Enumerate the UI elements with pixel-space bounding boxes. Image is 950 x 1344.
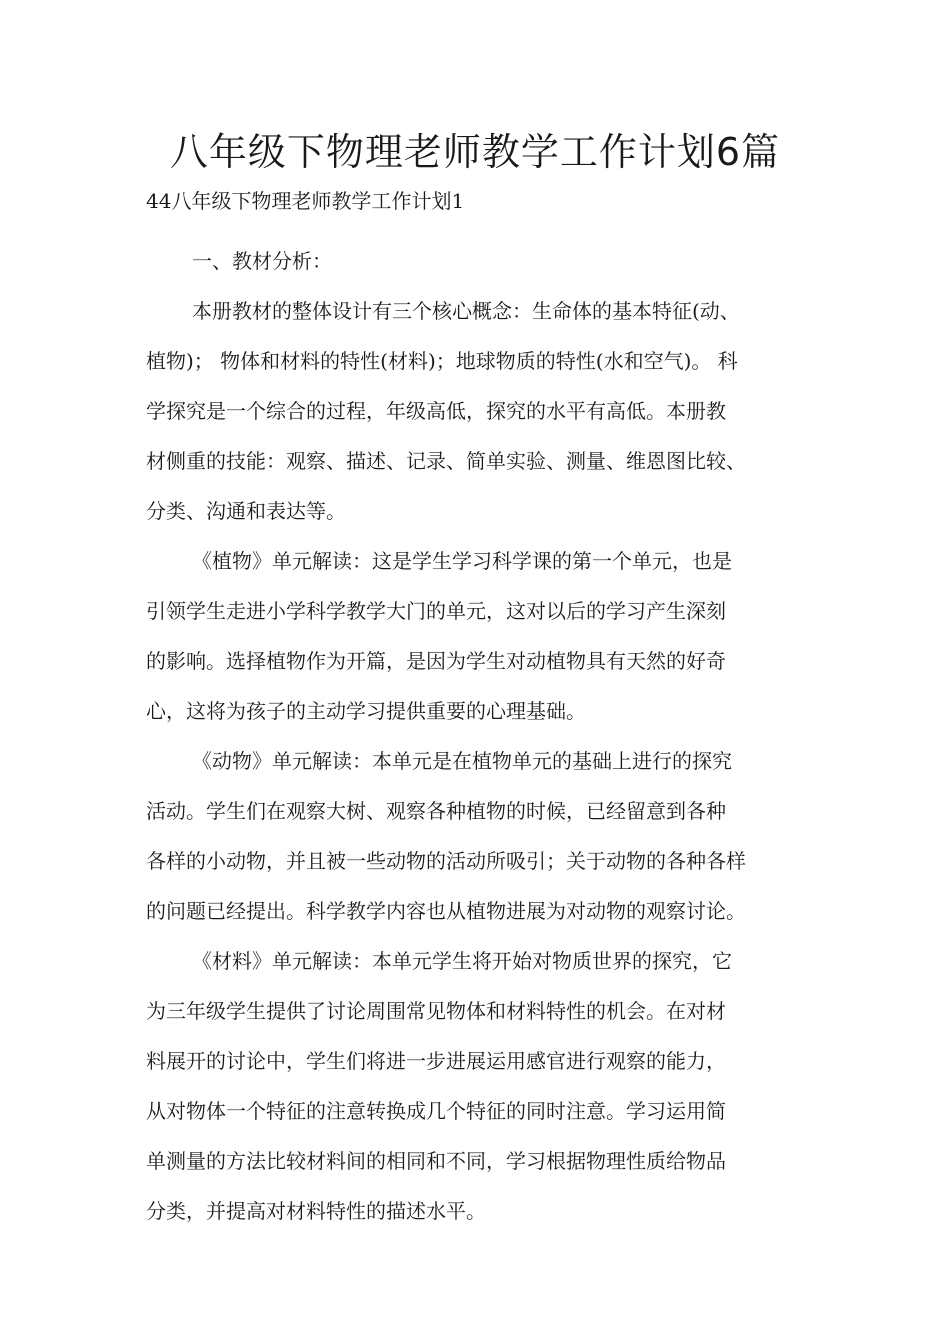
paragraph-line: 植物)； 物体和材料的特性(材料)；地球物质的特性(水和空气)。 科 <box>146 349 738 373</box>
paragraph-plants-unit <box>146 536 816 736</box>
paragraph-line: 为三年级学生提供了讨论周围常见物体和材料特性的机会。在对材 <box>146 999 726 1023</box>
section-heading: 一、教材分析： <box>192 249 332 273</box>
paragraph-line: 活动。学生们在观察大树、观察各种植物的时候，已经留意到各种 <box>146 799 726 823</box>
document-title: 八年级下物理老师教学工作计划6篇 <box>169 130 781 174</box>
paragraph-line: 分类、沟通和表达等。 <box>146 499 346 523</box>
paragraph-line: 本册教材的整体设计有三个核心概念：生命体的基本特征(动、 <box>192 299 740 323</box>
paragraph-line: 的问题已经提出。科学教学内容也从植物进展为对动物的观察讨论。 <box>146 899 746 923</box>
paragraph-line: 分类，并提高对材料特性的描述水平。 <box>146 1199 486 1223</box>
paragraph-line: 心，这将为孩子的主动学习提供重要的心理基础。 <box>146 699 586 723</box>
paragraph-overview <box>146 286 816 536</box>
paragraph-line: 引领学生走进小学科学教学大门的单元，这对以后的学习产生深刻 <box>146 599 726 623</box>
paragraph-line: 的影响。选择植物作为开篇，是因为学生对动植物具有天然的好奇 <box>146 649 726 673</box>
paragraph-line: 《材料》单元解读：本单元学生将开始对物质世界的探究，它 <box>192 949 732 973</box>
paragraph-animals-unit <box>146 736 816 936</box>
paragraph-line: 从对物体一个特征的注意转换成几个特征的同时注意。学习运用简 <box>146 1099 726 1123</box>
paragraph-line: 《动物》单元解读：本单元是在植物单元的基础上进行的探究 <box>192 749 732 773</box>
paragraph-line: 学探究是一个综合的过程，年级高低，探究的水平有高低。本册教 <box>146 399 726 423</box>
paragraph-line: 料展开的讨论中，学生们将进一步进展运用感官进行观察的能力， <box>146 1049 726 1073</box>
paragraph-line: 单测量的方法比较材料间的相同和不同，学习根据物理性质给物品 <box>146 1149 726 1173</box>
paragraph-line: 《植物》单元解读：这是学生学习科学课的第一个单元，也是 <box>192 549 732 573</box>
paragraph-line: 各样的小动物，并且被一些动物的活动所吸引；关于动物的各种各样 <box>146 849 746 873</box>
section-heading-paragraph <box>146 236 816 286</box>
paragraph-materials-unit <box>146 936 816 1236</box>
document-body <box>146 236 816 1236</box>
paragraph-line: 材侧重的技能：观察、描述、记录、简单实验、测量、维恩图比较、 <box>146 449 746 473</box>
plan-subtitle: 44八年级下物理老师教学工作计划1 <box>146 189 465 213</box>
